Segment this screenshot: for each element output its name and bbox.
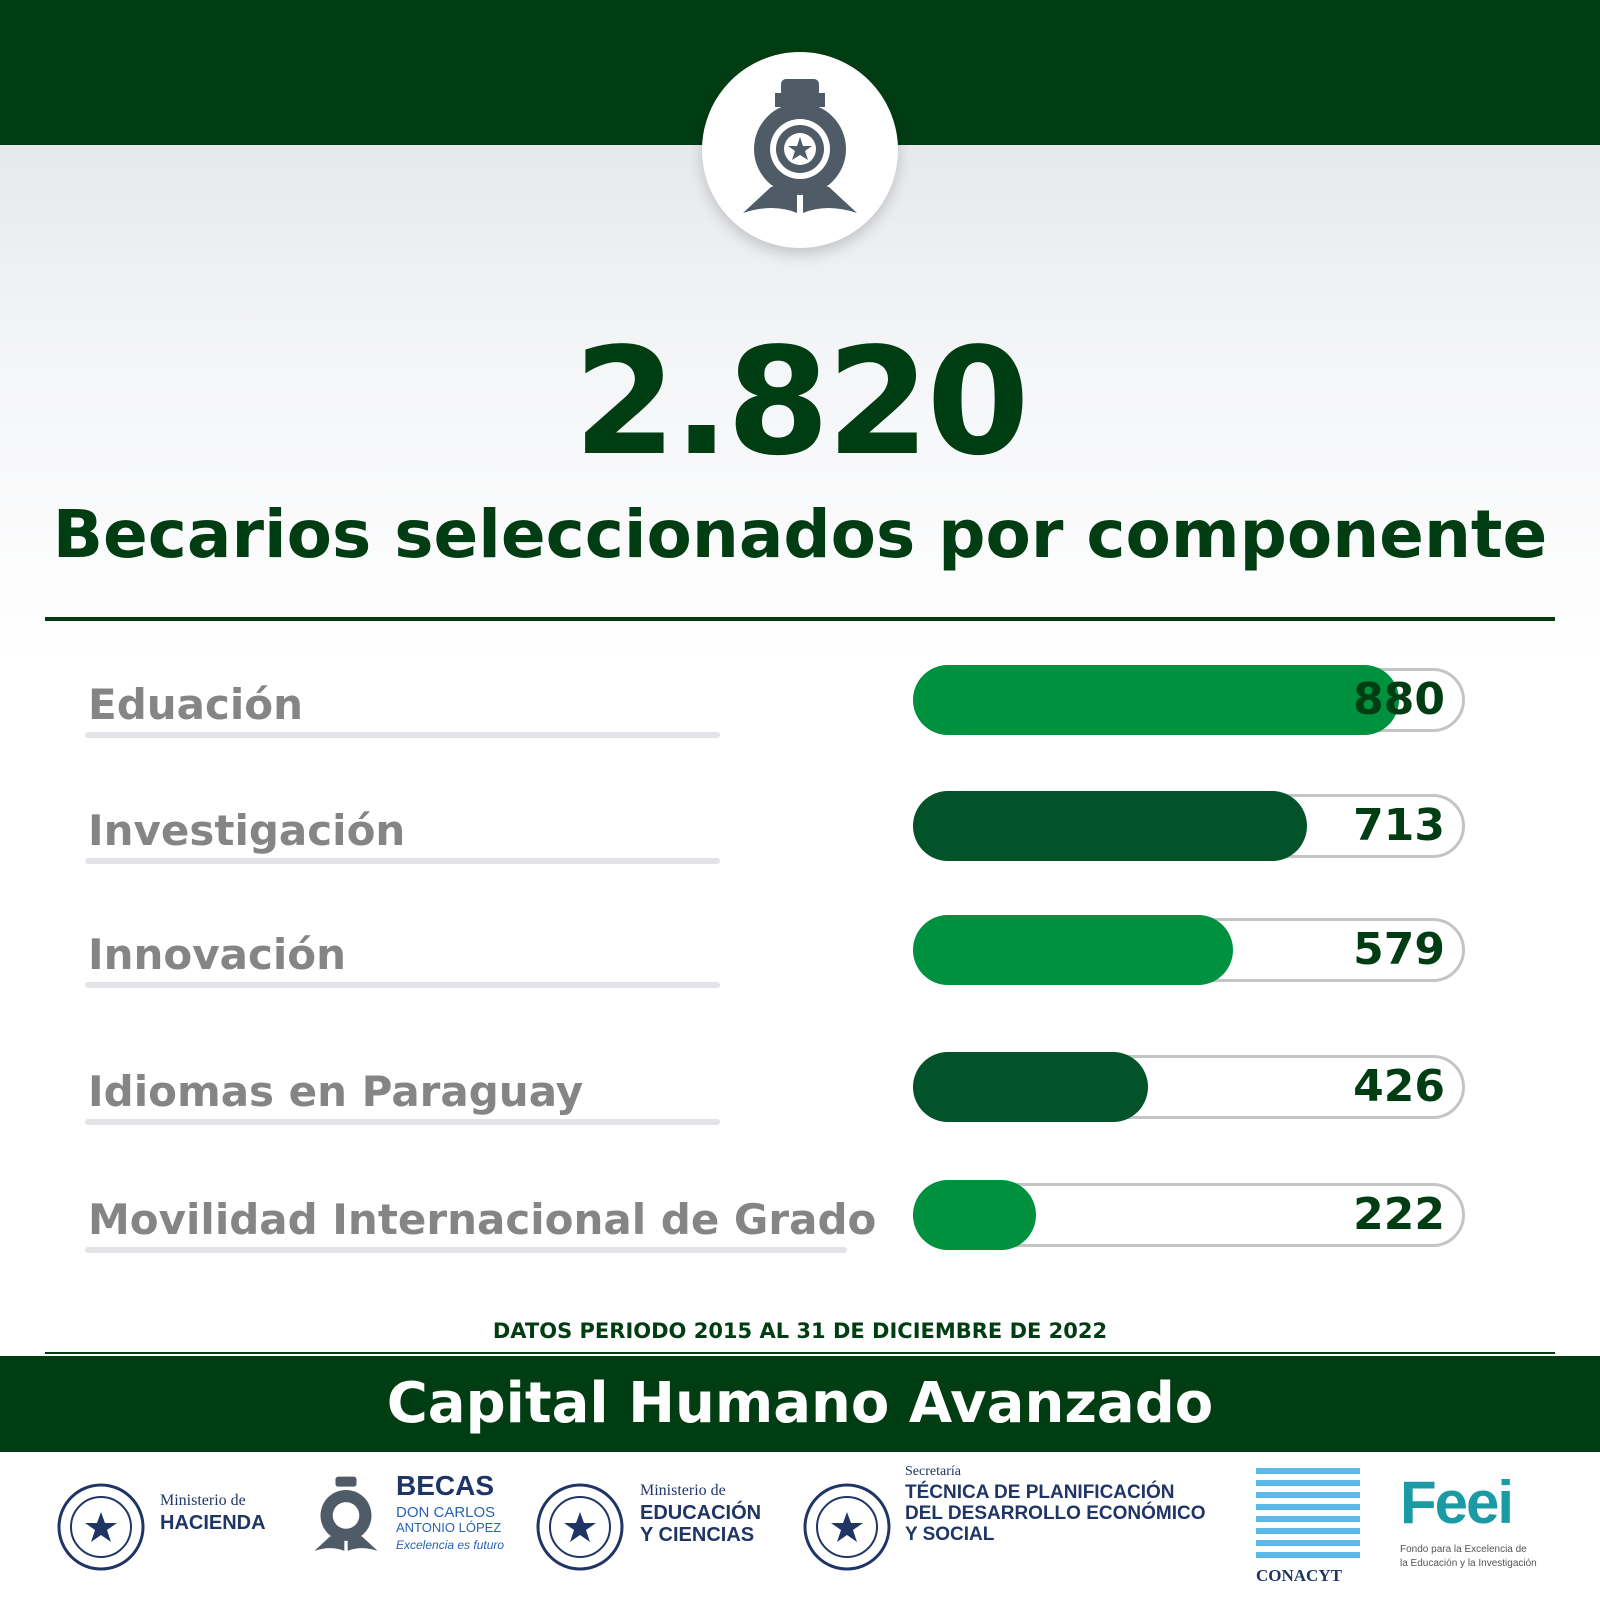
bottom-divider: [45, 1352, 1555, 1354]
conacyt-emblem-icon: [1256, 1468, 1360, 1560]
category-underline: [85, 982, 720, 988]
hacienda-label-1: Ministerio de: [160, 1492, 246, 1509]
value-label: 880: [1353, 674, 1445, 725]
total-count: 2.820: [573, 316, 1027, 488]
value-label: 222: [1353, 1189, 1445, 1240]
category-label: Idiomas en Paraguay: [88, 1067, 584, 1116]
bar: [913, 1180, 1036, 1250]
mec-label-2: EDUCACIÓN: [640, 1502, 762, 1524]
bar: [913, 1052, 1148, 1122]
category-label: Investigación: [88, 806, 406, 855]
category-label: Eduación: [88, 680, 304, 729]
category-underline: [85, 1247, 847, 1253]
bar: [913, 665, 1399, 735]
conacyt-label: CONACYT: [1256, 1566, 1342, 1585]
program-banner: Capital Humano Avanzado: [0, 1356, 1600, 1452]
program-logo-badge: [702, 52, 898, 248]
logos-strip: [0, 1452, 1600, 1597]
national-seal-icon: [535, 1482, 625, 1572]
becas-label-1: BECAS: [396, 1470, 495, 1501]
data-period-note: DATOS PERIODO 2015 AL 31 DE DICIEMBRE DE 2022: [492, 1319, 1108, 1343]
category-underline: [85, 1119, 720, 1125]
category-underline: [85, 858, 720, 864]
feei-label-2: Fondo para la Excelencia de: [1400, 1544, 1527, 1555]
becas-dcal-icon: [735, 75, 865, 225]
becas-small-icon: [310, 1466, 382, 1566]
category-label: Innovación: [88, 930, 347, 979]
feei-wordmark: Feei: [1400, 1469, 1513, 1536]
stp-label-4: Y SOCIAL: [905, 1524, 995, 1545]
national-seal-icon: [802, 1482, 892, 1572]
value-label: 426: [1353, 1061, 1445, 1112]
becas-label-2: DON CARLOS: [396, 1504, 496, 1521]
becas-label-4: Excelencia es futuro: [396, 1538, 505, 1552]
mec-label-3: Y CIENCIAS: [640, 1524, 755, 1546]
feei-label-3: la Educación y la Investigación: [1400, 1558, 1537, 1569]
category-underline: [85, 732, 720, 738]
mec-label-1: Ministerio de: [640, 1482, 726, 1499]
top-divider: [45, 617, 1555, 621]
category-label: Movilidad Internacional de Grado: [88, 1195, 877, 1244]
value-label: 713: [1353, 800, 1445, 851]
stp-label-1: Secretaría: [905, 1464, 961, 1479]
bar: [913, 791, 1307, 861]
becas-label-3: ANTONIO LÓPEZ: [396, 1520, 502, 1535]
stp-label-3: DEL DESARROLLO ECONÓMICO: [905, 1503, 1206, 1524]
stp-label-2: TÉCNICA DE PLANIFICACIÓN: [905, 1482, 1175, 1503]
chart-title: Becarios seleccionados por componente: [52, 496, 1548, 573]
value-label: 579: [1353, 924, 1445, 975]
bar: [913, 915, 1233, 985]
hacienda-label-2: HACIENDA: [160, 1512, 266, 1534]
national-seal-icon: [56, 1482, 146, 1572]
